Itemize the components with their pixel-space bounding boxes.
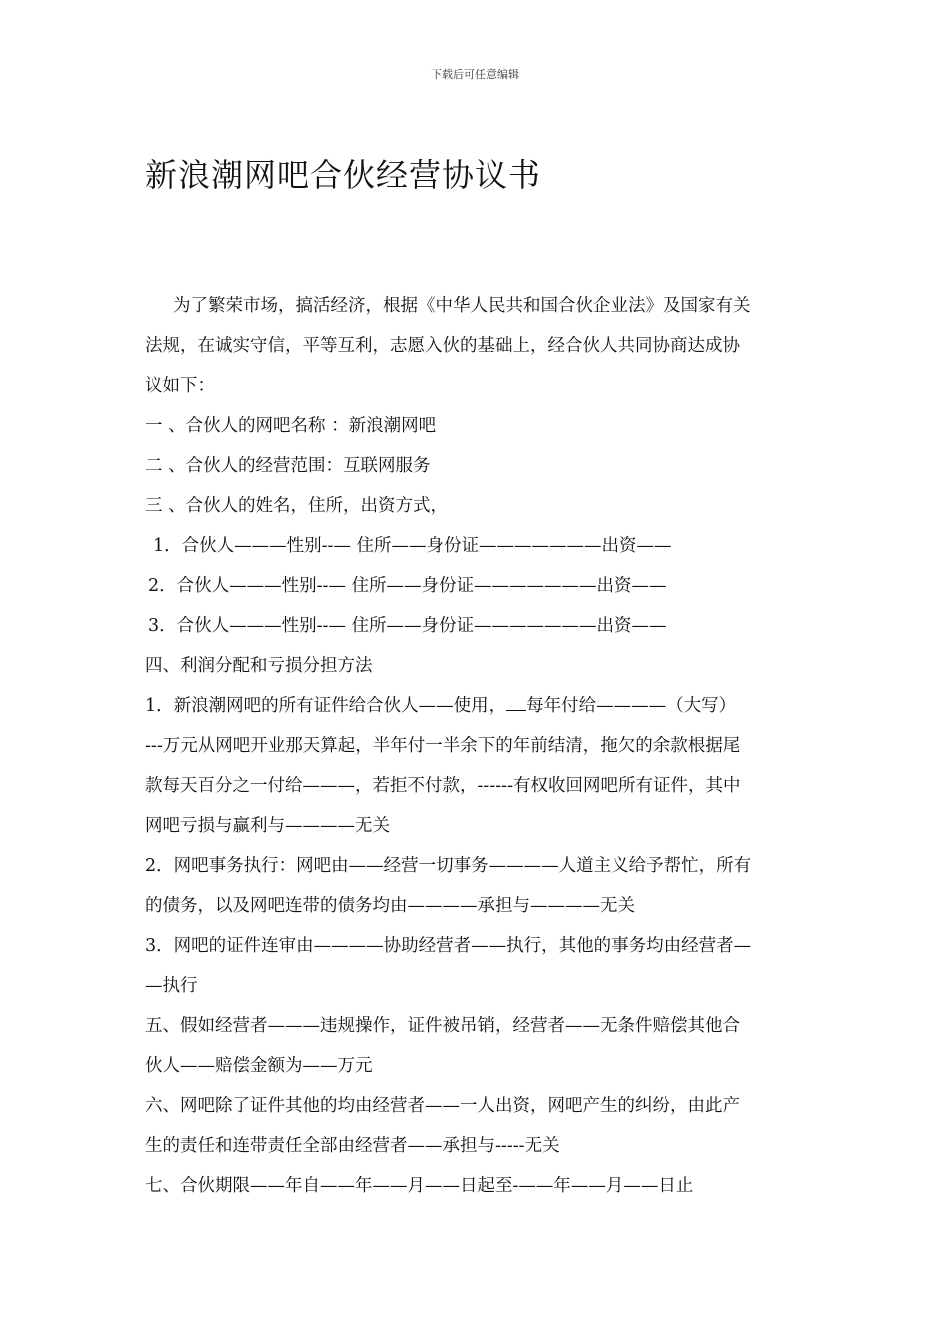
item-4-1-line: ---万元从网吧开业那天算起，半年付一半余下的年前结清，拖欠的余款根据尾 — [145, 736, 741, 756]
item-4-1-suffix: 每年付给————（大写） — [526, 696, 737, 716]
intro-line: 为了繁荣市场，搞活经济，根据《中华人民共和国合伙企业法》及国家有关 — [173, 296, 751, 316]
item-4-1-line — [145, 686, 810, 726]
section-7-line: 七、合伙期限——年自——年——月——日起至-——年——月——日止 — [145, 1176, 694, 1196]
header-note: 下载后可任意编辑 — [431, 68, 519, 81]
item-4-3-line: 3．网吧的证件连审由————协助经营者——执行，其他的事务均由经营者— — [145, 936, 752, 956]
section-1-heading: 一 、合伙人的网吧名称 ：新浪潮网吧 — [145, 416, 437, 436]
partner-line-2: 2．合伙人———性别--— 住所——身份证———————出资—— — [148, 576, 667, 596]
section-6-line: 六、网吧除了证件其他的均由经营者——一人出资，网吧产生的纠纷，由此产 — [145, 1096, 740, 1116]
item-4-1-prefix: 1．新浪潮网吧的所有证件给合伙人——使用， — [145, 696, 507, 716]
partner-line-3: 3．合伙人———性别--— 住所——身份证———————出资—— — [148, 616, 667, 636]
item-4-1-line: 款每天百分之一付给———，若拒不付款，------有权收回网吧所有证件，其中 — [145, 776, 741, 796]
blank-underline — [506, 692, 526, 711]
section-5-line: 伙人——赔偿金额为——万元 — [145, 1056, 373, 1076]
item-4-1-line: 网吧亏损与赢利与————无关 — [145, 816, 390, 836]
section-3-heading: 三 、合伙人的姓名，住所，出资方式， — [145, 496, 449, 516]
section-6-line: 生的责任和连带责任全部由经营者——承担与-----无关 — [145, 1136, 560, 1156]
partner-line-1: 1．合伙人———性别--— 住所——身份证———————出资—— — [153, 536, 672, 556]
item-4-2-line: 的债务，以及网吧连带的债务均由————承担与————无关 — [145, 896, 635, 916]
intro-line: 议如下： — [145, 376, 215, 396]
section-2-heading: 二 、合伙人的经营范围：互联网服务 — [145, 456, 431, 476]
item-4-2-line: 2．网吧事务执行：网吧由——经营一切事务————人道主义给予帮忙，所有 — [145, 856, 752, 876]
section-5-line: 五、假如经营者———违规操作，证件被吊销，经营者——无条件赔偿其他合 — [145, 1016, 740, 1036]
section-4-heading: 四、利润分配和亏损分担方法 — [145, 656, 373, 676]
item-4-3-line: —执行 — [145, 976, 198, 996]
document-title: 新浪潮网吧合伙经营协议书 — [145, 156, 542, 194]
intro-line: 法规，在诚实守信，平等互利，志愿入伙的基础上，经合伙人共同协商达成协 — [145, 336, 740, 356]
document-body — [145, 286, 810, 1206]
